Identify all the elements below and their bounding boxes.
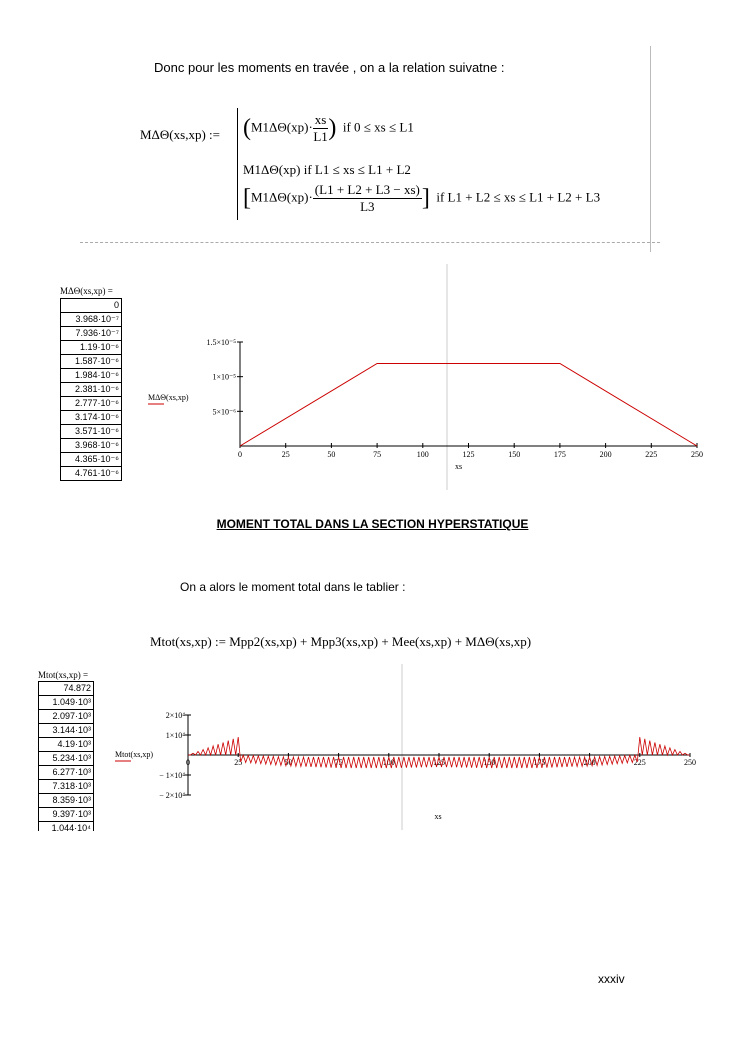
table1-row: [61, 299, 122, 313]
chart2-x-tick-label: 250: [684, 758, 696, 767]
formula1-lhs: MΔΘ(xs,xp) :=: [140, 127, 220, 142]
table1-row: [61, 355, 122, 369]
chart2-x-tick-label: 175: [533, 758, 546, 767]
page-number: xxxiv: [598, 972, 625, 986]
table2-cell: 6.277·10³: [39, 766, 94, 780]
table2-row: [39, 794, 94, 808]
table2-cell: 3.144·10³: [39, 724, 94, 738]
table1-cell: 4.365·10⁻⁶: [61, 453, 122, 467]
chart1-x-tick-label: 75: [373, 450, 382, 459]
table2-cell: 9.397·10³: [39, 808, 94, 822]
table2-row: [39, 808, 94, 822]
region-right-border: [650, 46, 651, 252]
chart2-x-tick-label: 150: [483, 758, 496, 767]
table1-cell: 2.777·10⁻⁶: [61, 397, 122, 411]
table1-row: [61, 397, 122, 411]
intro-text: Donc pour les moments en travée , on a la relation suivatne :: [154, 60, 505, 75]
table1: [60, 298, 122, 481]
table1-row: [61, 327, 122, 341]
table1-row: [61, 453, 122, 467]
chart2: [108, 662, 708, 832]
case1-den: L1: [313, 129, 328, 144]
chart2-x-tick-label: 75: [334, 758, 343, 767]
table1-cell: 3.571·10⁻⁶: [61, 425, 122, 439]
table1-clip: [60, 298, 122, 485]
table2-cell: 8.359·10³: [39, 794, 94, 808]
table2-header: Mtot(xs,xp) =: [38, 670, 89, 680]
table2-row: [39, 696, 94, 710]
case1-num: xs: [314, 112, 327, 127]
case3-left: M1ΔΘ(xp)·: [251, 189, 313, 205]
table1-header: MΔΘ(xs,xp) =: [60, 286, 113, 296]
table1-cell: 1.984·10⁻⁶: [61, 369, 122, 383]
chart1-x-tick-label: 50: [327, 450, 336, 459]
chart2-x-tick-label: 125: [433, 758, 445, 767]
chart1-x-tick-label: 250: [691, 450, 703, 459]
table1-row: [61, 383, 122, 397]
table2-cell: 7.318·10³: [39, 780, 94, 794]
table1-row: [61, 341, 122, 355]
chart1-y-tick-label: 5×10⁻⁶: [212, 407, 236, 417]
chart2-y-tick-label: − 1×10⁴: [159, 771, 185, 780]
table1-cell: 3.968·10⁻⁶: [61, 439, 122, 453]
chart2-x-tick-label: 0: [186, 758, 190, 767]
table1-cell: 0: [61, 299, 122, 313]
chart1-x-tick-label: 150: [508, 450, 521, 459]
chart2-y-tick-label: 2×10⁴: [165, 711, 185, 720]
chart2-x-tick-label: 200: [583, 758, 596, 767]
chart1-y-tick-label: 1.5×10⁻⁵: [206, 338, 236, 347]
chart2-series-label: Mtot(xs,xp): [115, 750, 153, 759]
chart1-x-tick-label: 25: [281, 450, 290, 459]
table2-row: [39, 752, 94, 766]
chart1-x-tick-label: 0: [238, 450, 242, 459]
table1-row: [61, 313, 122, 327]
chart2-y-tick-label: − 2×10⁴: [159, 791, 185, 800]
table2-row: [39, 682, 94, 696]
chart1-y-tick-label: 1×10⁻⁵: [212, 372, 236, 382]
chart1-x-tick-label: 175: [553, 450, 566, 459]
table1-cell: 1.19·10⁻⁶: [61, 341, 122, 355]
table2-cell: 2.097·10³: [39, 710, 94, 724]
formula1-case3: [M1ΔΘ(xp)· $\frac{(L1 + L2 + L3 - xs)}{L3}$ ] if L1 + L2 ≤ xs ≤ L1 + L2 + L3: [243, 182, 601, 214]
table2: [38, 681, 94, 831]
table2-row: [39, 738, 94, 752]
chart2-x-label: xs: [434, 812, 442, 821]
table1-row: [61, 439, 122, 453]
case3-num: (L1 + L2 + L3 − xs): [314, 182, 420, 197]
section-title: MOMENT TOTAL DANS LA SECTION HYPERSTATIQUE: [216, 517, 529, 531]
table2-cell: 1.049·10³: [39, 696, 94, 710]
table2-cell: 4.19·10³: [39, 738, 94, 752]
table1-cell: 1.587·10⁻⁶: [61, 355, 122, 369]
chart2-y-tick-label: 1×10⁴: [165, 731, 185, 740]
table1-row: [61, 467, 122, 481]
table2-cell: 5.234·10³: [39, 752, 94, 766]
chart1-x-tick-label: 100: [416, 450, 429, 459]
table1-row: [61, 369, 122, 383]
formula2: Mtot(xs,xp) := Mpp2(xs,xp) + Mpp3(xs,xp) + Mee(xs,xp) + MΔΘ(xs,xp): [150, 634, 532, 649]
table2-row: [39, 780, 94, 794]
table1-cell: 3.968·10⁻⁷: [61, 313, 122, 327]
text-moment-total: On a alors le moment total dans le tablier :: [180, 580, 406, 594]
formula1-brace: [237, 108, 238, 220]
chart1-series-line: [240, 364, 697, 447]
chart1: [140, 262, 710, 492]
chart2-x-tick-label: 100: [382, 758, 395, 767]
chart1-x-tick-label: 200: [599, 450, 612, 459]
table2-row: [39, 724, 94, 738]
table2-cell: 1.044·10⁴: [39, 822, 94, 832]
case1-condition: if 0 ≤ xs ≤ L1: [342, 119, 414, 135]
region-divider: [80, 242, 660, 243]
table2-row: [39, 822, 94, 832]
case1-left: M1ΔΘ(xp)·: [251, 119, 313, 135]
table2-clip: [38, 681, 94, 831]
table1-cell: 3.174·10⁻⁶: [61, 411, 122, 425]
case3-fraction: [313, 182, 422, 215]
chart1-x-tick-label: 125: [462, 450, 475, 459]
chart2-x-tick-label: 225: [633, 758, 646, 767]
table2-cell: 74.872: [39, 682, 94, 696]
chart1-x-tick-label: 225: [645, 450, 658, 459]
chart1-series-label: MΔΘ(xs,xp): [148, 393, 189, 402]
table1-cell: 2.381·10⁻⁶: [61, 383, 122, 397]
case3-condition: if L1 + L2 ≤ xs ≤ L1 + L2 + L3: [436, 189, 601, 205]
formula1-case1: (M1ΔΘ(xp)· $\frac{xs}{L1}$ ) if 0 ≤ xs ≤ L1: [243, 112, 414, 144]
case3-den: L3: [360, 199, 375, 214]
table1-row: [61, 425, 122, 439]
table1-row: [61, 411, 122, 425]
table2-row: [39, 710, 94, 724]
formula1-case2: M1ΔΘ(xp) if L1 ≤ xs ≤ L1 + L2: [243, 162, 411, 177]
table1-cell: 7.936·10⁻⁷: [61, 327, 122, 341]
chart2-x-tick-label: 25: [234, 758, 243, 767]
chart1-x-label: xs: [454, 462, 463, 471]
table1-cell: 4.761·10⁻⁶: [61, 467, 122, 481]
case1-fraction: [313, 112, 329, 145]
chart2-x-tick-label: 50: [284, 758, 293, 767]
table2-row: [39, 766, 94, 780]
